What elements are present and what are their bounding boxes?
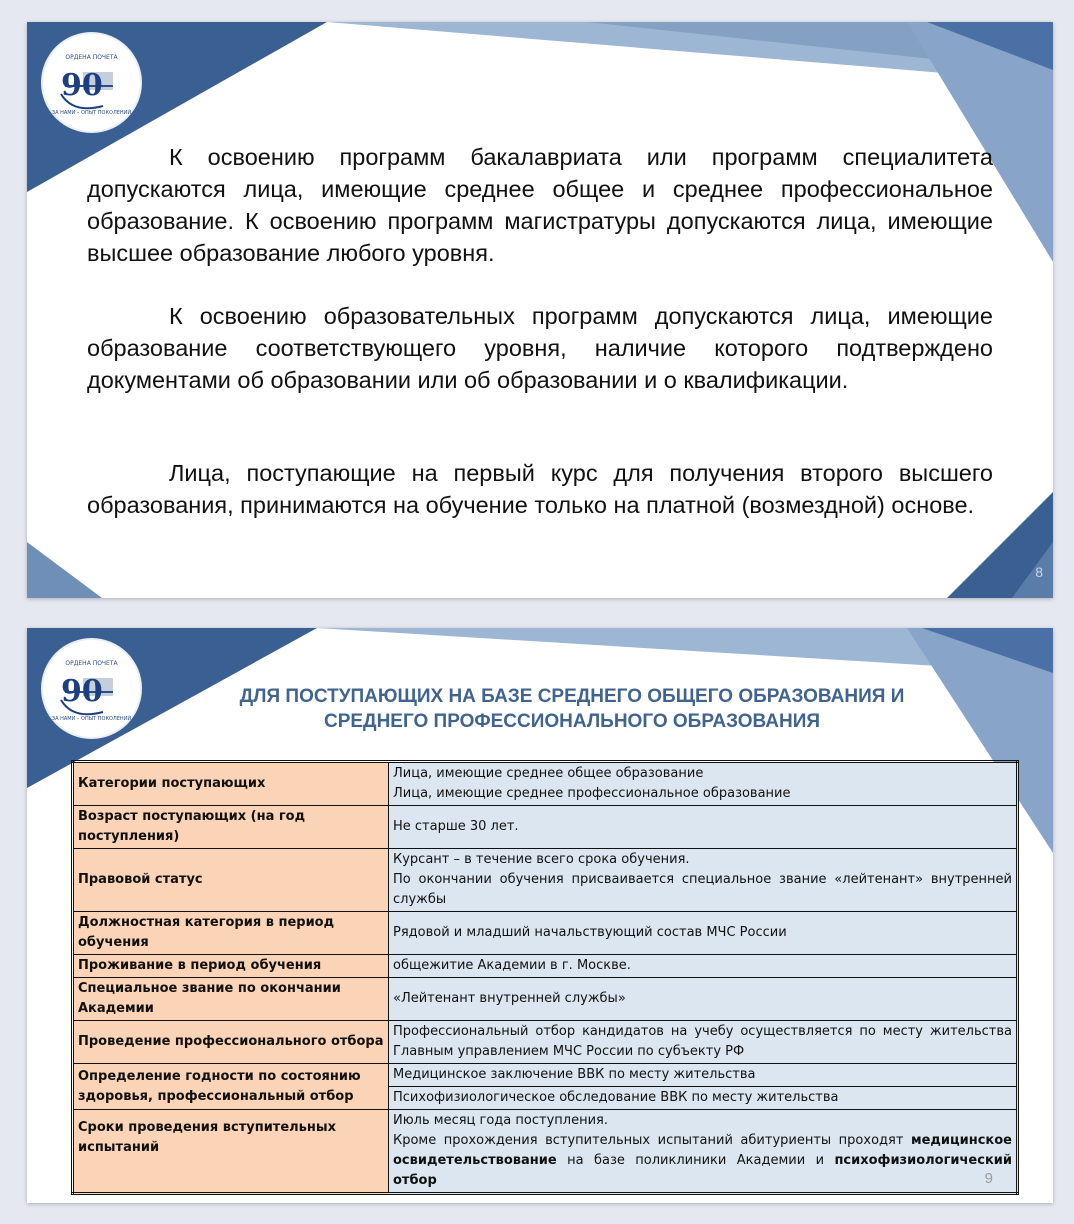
value-line: Лица, имеющие среднее профессиональное образование bbox=[393, 786, 791, 801]
table-row bbox=[73, 806, 1018, 849]
table-row bbox=[73, 955, 1018, 978]
row-label: Проживание в период обучения bbox=[73, 955, 389, 978]
logo-number: 90 bbox=[61, 68, 103, 103]
row-label: Правовой статус bbox=[73, 849, 389, 912]
value-line: Профессиональный отбор кандидатов на учебу осуществляется по месту жительства Главным управлением МЧС России по субъекту РФ bbox=[393, 1024, 1012, 1059]
value-line: Курсант – в течение всего срока обучения. bbox=[393, 852, 690, 867]
logo-number: 90 bbox=[61, 674, 103, 709]
row-value bbox=[389, 762, 1018, 806]
row-label: Определение годности по состоянию здоровья, профессиональный отбор bbox=[73, 1064, 389, 1110]
value-line: Психофизиологическое обследование ВВК по месту жительства bbox=[393, 1090, 839, 1105]
row-label: Категории поступающих bbox=[73, 762, 389, 806]
row-label: Возраст поступающих (на год поступления) bbox=[73, 806, 389, 849]
row-value bbox=[389, 1110, 1018, 1194]
row-label: Специальное звание по окончании Академии bbox=[73, 978, 389, 1021]
row-value bbox=[389, 978, 1018, 1021]
table-row bbox=[73, 1064, 1018, 1087]
table-row bbox=[73, 762, 1018, 806]
paragraph-educational-programs: К освоению образовательных программ допускаются лица, имеющие образование соответствующего уровня, наличие которого подтверждено документами об образовании или об образовании и о квалификации. bbox=[87, 303, 993, 393]
value-line: Не старше 30 лет. bbox=[393, 819, 519, 834]
page-number: 8 bbox=[1035, 564, 1043, 580]
admission-info-table bbox=[71, 760, 1019, 1195]
rich-text: на базе поликлиники Академии и bbox=[556, 1153, 835, 1168]
value-line: Рядовой и младший начальствующий состав МЧС России bbox=[393, 925, 787, 940]
slide-8 bbox=[27, 22, 1053, 598]
row-value bbox=[389, 806, 1018, 849]
paragraph-admission-programs: К освоению программ бакалавриата или программ специалитета допускаются лица, имеющие среднее общее и среднее профессиональное образование. К освоению программ магистратуры допускаются лица, имеющие высшее образование любого уровня. bbox=[87, 144, 993, 266]
rich-bold-text: психофизиологический отбор bbox=[393, 1153, 1012, 1188]
logo-motto: ЗА НАМИ – ОПЫТ ПОКОЛЕНИЙ bbox=[51, 716, 132, 722]
row-value bbox=[389, 1021, 1018, 1064]
row-value bbox=[389, 912, 1018, 955]
value-line: По окончании обучения присваивается специальное звание «лейтенант» внутренней службы bbox=[393, 872, 1012, 907]
logo-top-text: ОРДЕНА ПОЧЕТА bbox=[65, 660, 118, 667]
row-value bbox=[389, 1087, 1018, 1110]
paragraph-second-degree: Лица, поступающие на первый курс для получения второго высшего образования, принимаются на обучение только на платной (возмездной) основе. bbox=[87, 460, 993, 518]
academy-logo bbox=[43, 34, 140, 131]
value-line: Медицинское заключение ВВК по месту жительства bbox=[393, 1067, 756, 1082]
row-value bbox=[389, 955, 1018, 978]
page-number: 9 bbox=[984, 1170, 993, 1187]
logo-motto: ЗА НАМИ – ОПЫТ ПОКОЛЕНИЙ bbox=[51, 110, 132, 116]
table-row bbox=[73, 1021, 1018, 1064]
table-row bbox=[73, 849, 1018, 912]
value-line-rich bbox=[393, 1131, 1012, 1191]
slide-9 bbox=[27, 628, 1053, 1203]
row-label: Проведение профессионального отбора bbox=[73, 1021, 389, 1064]
value-line: общежитие Академии в г. Москве. bbox=[393, 958, 631, 973]
value-line: Июль месяц года поступления. bbox=[393, 1113, 608, 1128]
academy-logo bbox=[43, 640, 140, 737]
rich-bold-text: медицинское освидетельствование bbox=[393, 1133, 1012, 1168]
rich-text: Кроме прохождения вступительных испытаний абитуриенты проходят bbox=[393, 1133, 911, 1148]
value-line: Лица, имеющие среднее общее образование bbox=[393, 766, 704, 781]
logo-top-text: ОРДЕНА ПОЧЕТА bbox=[65, 54, 118, 61]
value-line: «Лейтенант внутренней службы» bbox=[393, 991, 626, 1006]
table-row bbox=[73, 978, 1018, 1021]
row-label: Сроки проведения вступительных испытаний bbox=[73, 1110, 389, 1194]
table-row bbox=[73, 912, 1018, 955]
slide-title: ДЛЯ ПОСТУПАЮЩИХ НА БАЗЕ СРЕДНЕГО ОБЩЕГО ОБРАЗОВАНИЯ И СРЕДНЕГО ПРОФЕССИОНАЛЬНОГО ОБРАЗОВАНИЯ bbox=[239, 686, 905, 732]
row-value bbox=[389, 1064, 1018, 1087]
row-value bbox=[389, 849, 1018, 912]
row-label: Должностная категория в период обучения bbox=[73, 912, 389, 955]
table-row bbox=[73, 1110, 1018, 1194]
